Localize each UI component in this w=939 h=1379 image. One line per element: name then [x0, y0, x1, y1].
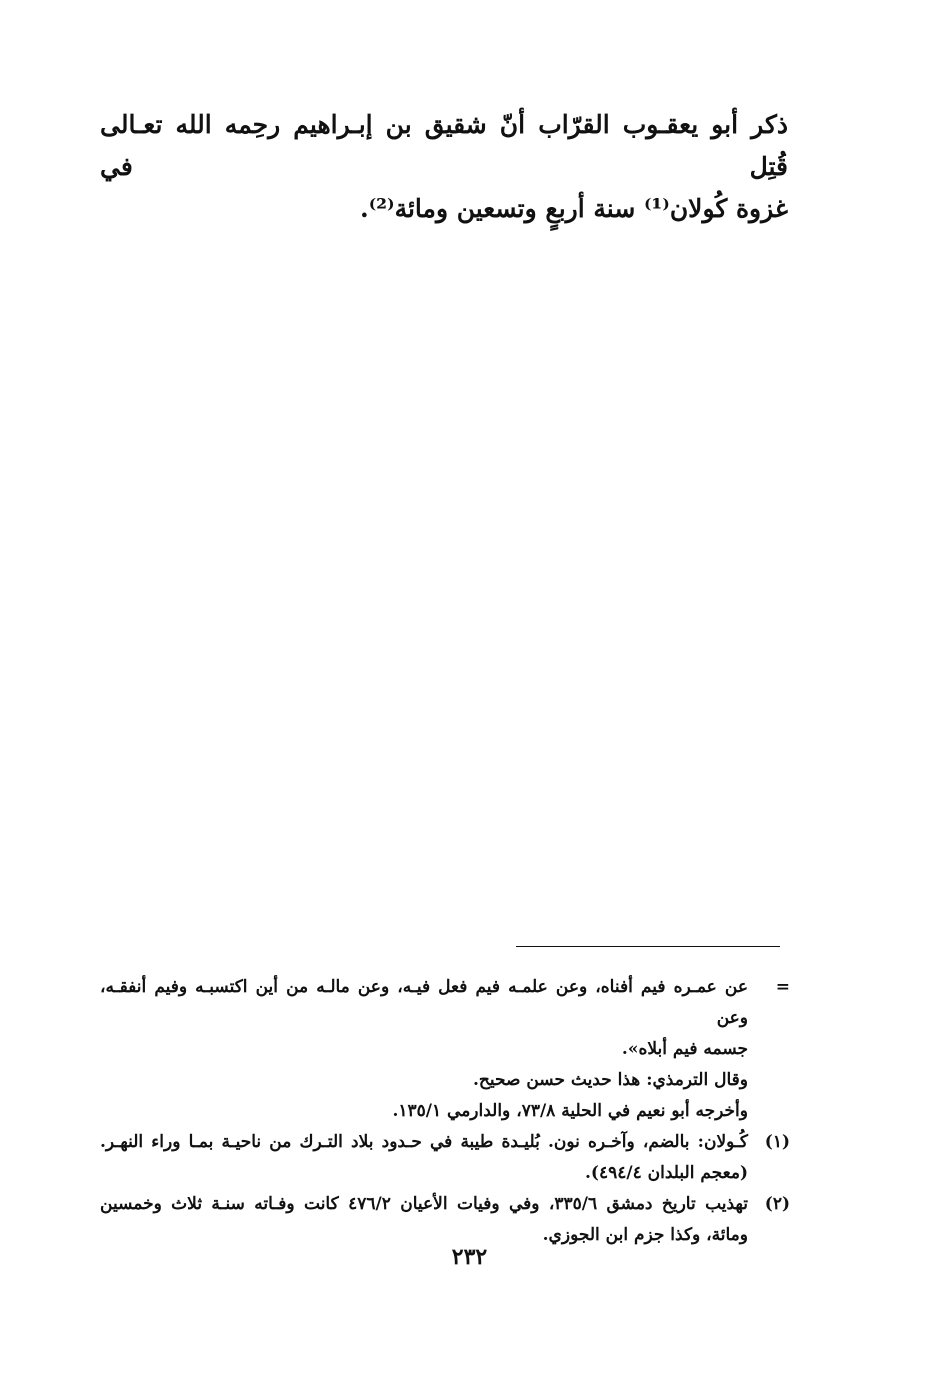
footnote-2-line-1: تهذيب تاريخ دمشق ٣٣٥/٦، وفي وفيات الأعيان ٤٧٦/٢ كانت وفـاته سنـة ثلاث وخمسين	[100, 1194, 749, 1214]
continuation-body	[100, 972, 748, 1065]
main-text-line-2: غزوة كُولان⁽¹⁾ سنة أربعٍ وتسعين ومائة⁽²⁾.	[360, 194, 788, 223]
tirmidhi-line: وقال الترمذي: هذا حديث حسن صحيح.	[473, 1070, 748, 1090]
footnotes-block	[100, 972, 790, 1251]
footnote-1	[100, 1127, 790, 1189]
footnote-2-body	[100, 1189, 748, 1251]
main-text-line-1: ذكر أبو يعقـوب القرّاب أنّ شقيق بن إبـراهيم رحِمه الله تعـالى قُتِل في	[100, 110, 788, 181]
page-number: ٢٣٢	[451, 1244, 488, 1270]
abu-nuaym-line: وأخرجه أبو نعيم في الحلية ٧٣/٨، والدارمي ١٣٥/١.	[392, 1101, 748, 1121]
main-text-block	[100, 104, 788, 230]
footnote-2	[100, 1189, 790, 1251]
continuation-line-2: جسمه فيم أبلاه».	[621, 1039, 748, 1059]
continuation-marker: =	[775, 977, 790, 997]
footnote-2-line-2: ومائة، وكذا جزم ابن الجوزي.	[542, 1225, 748, 1245]
footnote-1-body	[100, 1127, 748, 1189]
footnote-divider	[516, 946, 780, 947]
footnote-1-line-1: كُـولان: بالضم، وآخـره نون. بُليـدة طيبة في حـدود بلاد التـرك من ناحيـة بمـا وراء النهـر.	[100, 1132, 748, 1152]
footnote-1-marker: (١)	[764, 1132, 790, 1152]
footnote-2-marker: (٢)	[764, 1194, 790, 1214]
continuation-line-1: عن عمـره فيم أفناه، وعن علمـه فيم فعل فيـه، وعن مالـه من أين اكتسبـه وفيم أنفقـه، وعن	[100, 977, 748, 1028]
footnote-continuation	[100, 972, 790, 1065]
footnote-1-line-2: (معجم البلدان ٤٩٤/٤).	[585, 1163, 748, 1183]
